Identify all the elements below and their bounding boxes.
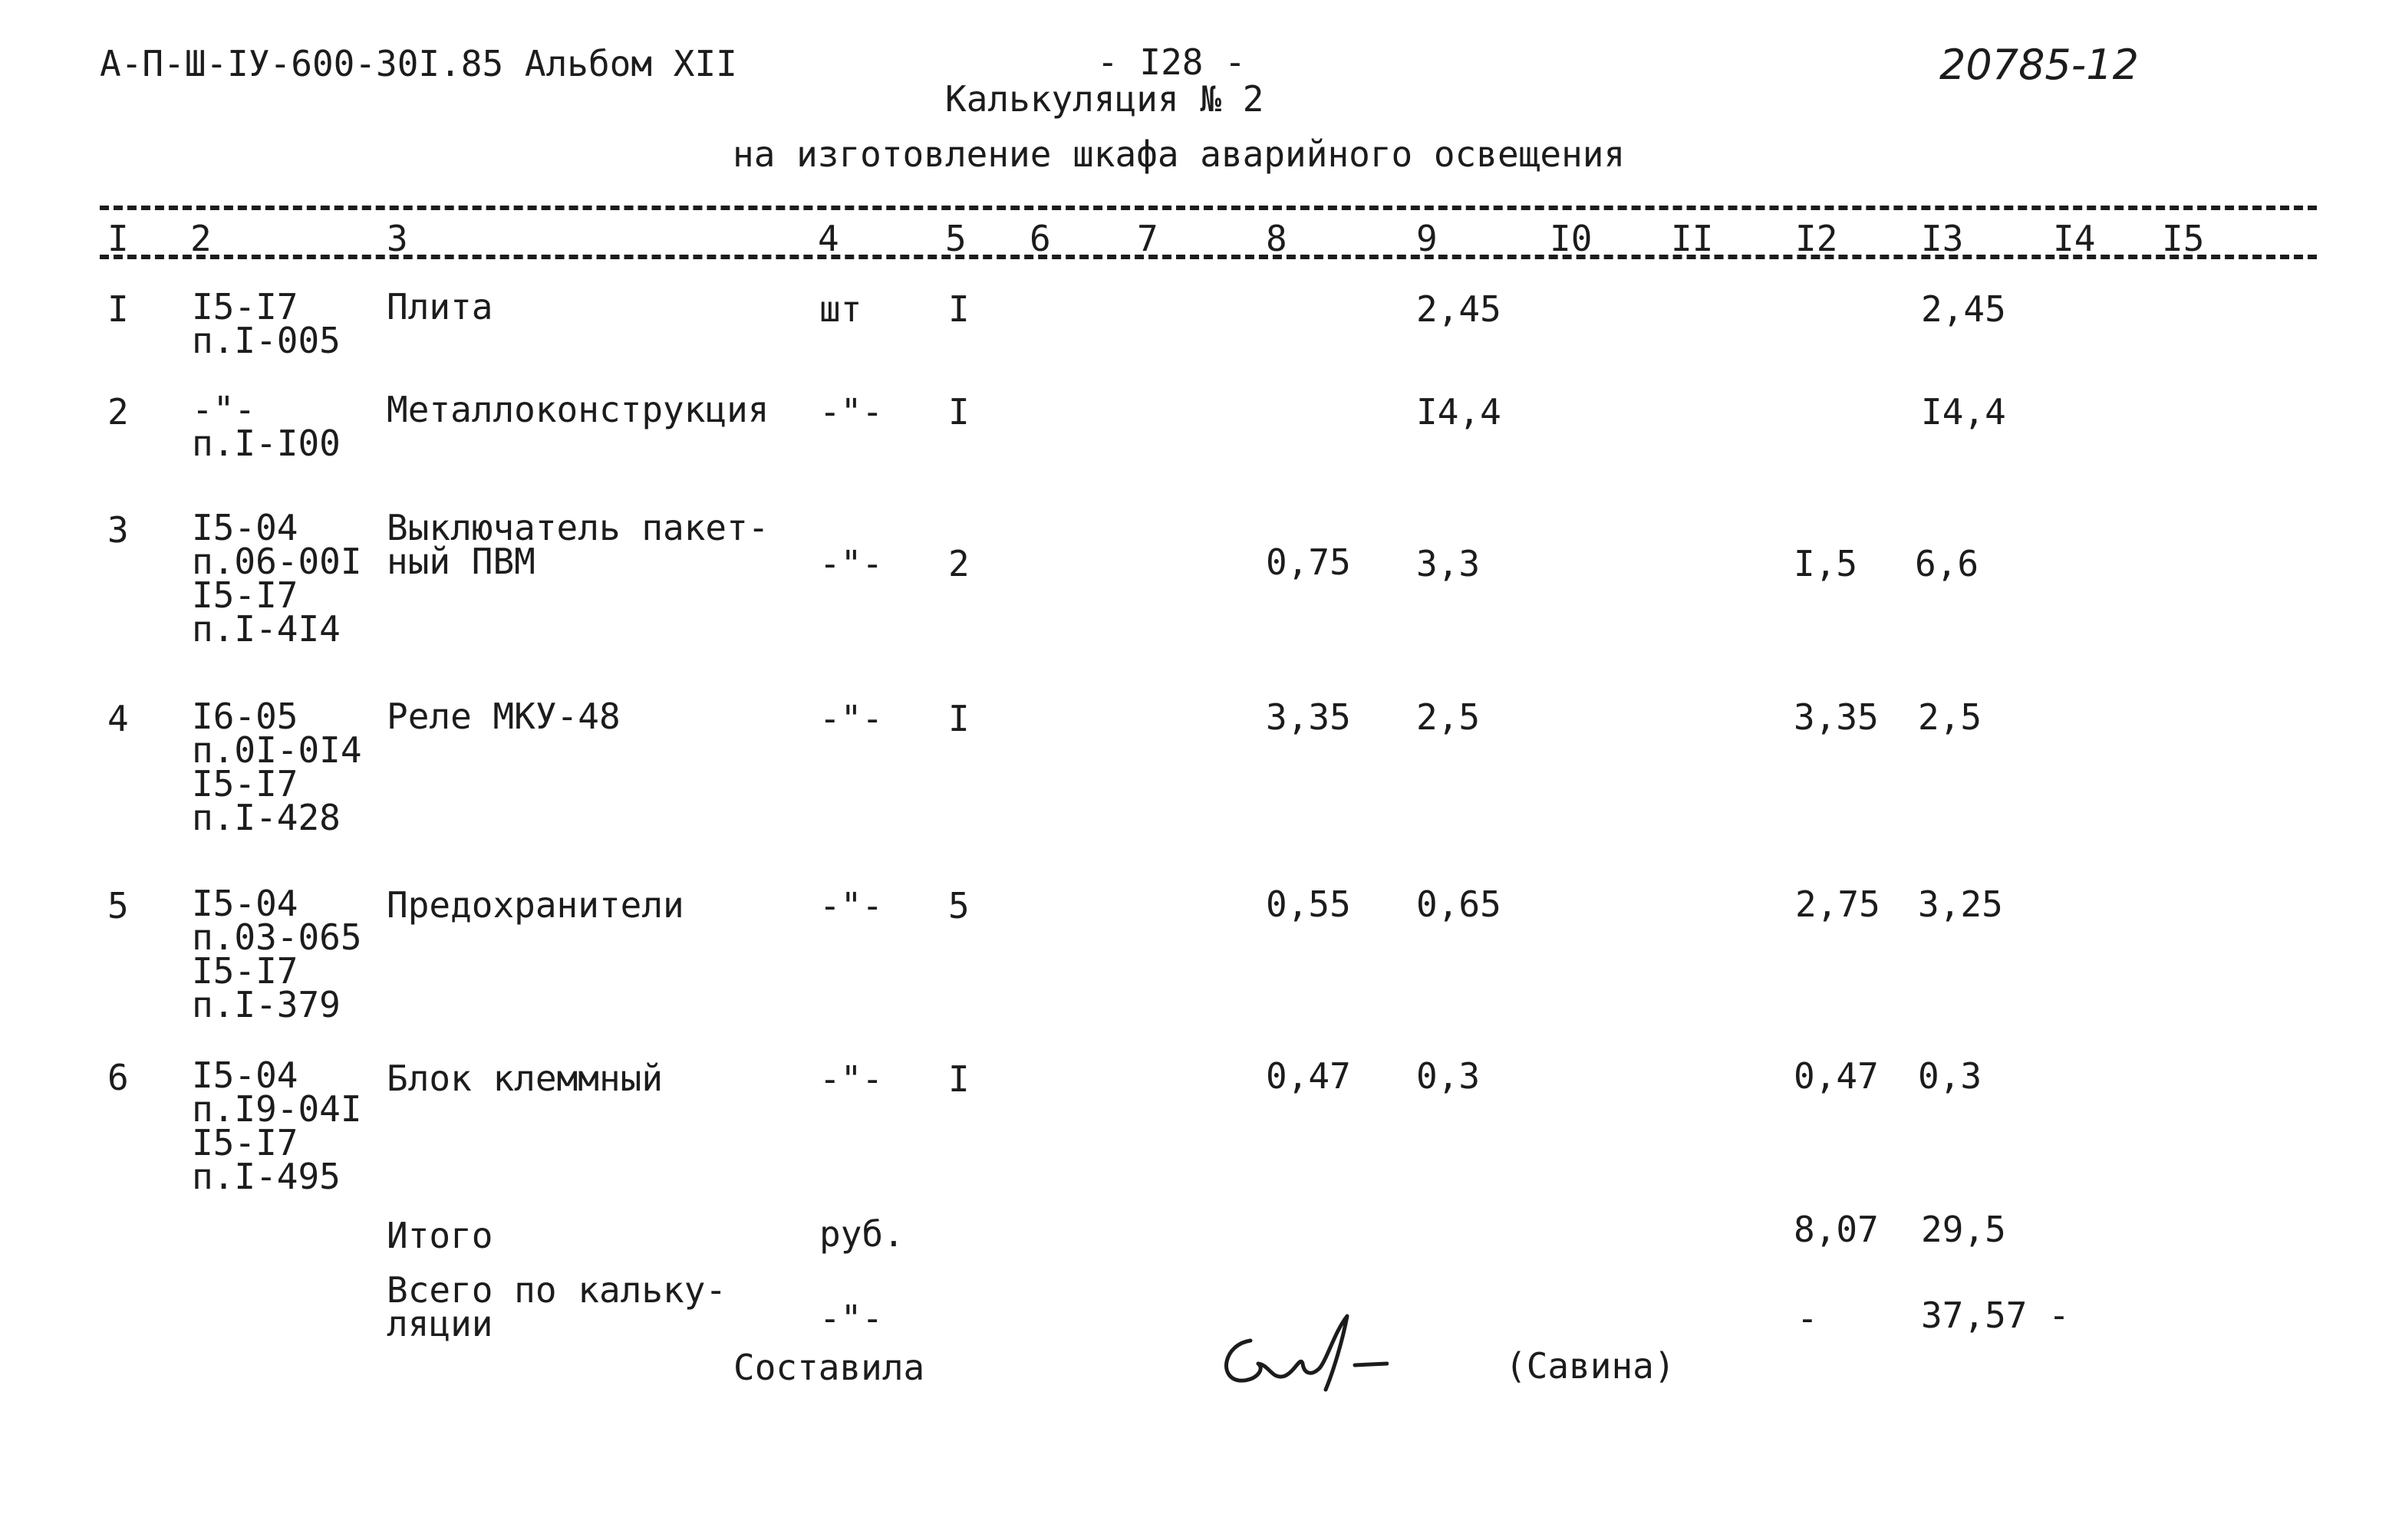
col-header-6: 6 — [1030, 218, 1051, 259]
row-quantity: I — [948, 288, 970, 330]
row-col12: I,5 — [1794, 543, 1858, 584]
handwritten-number: 20785-12 — [1939, 41, 2139, 89]
header-top-rule — [100, 206, 2317, 210]
row-quantity: I — [948, 391, 970, 433]
row-col8: 0,55 — [1266, 884, 1351, 925]
row-col8: 0,47 — [1266, 1055, 1351, 1097]
row-number: 2 — [107, 391, 129, 433]
row-number: I — [107, 288, 129, 330]
itogo-col12: 8,07 — [1794, 1209, 1879, 1250]
col-header-4: 4 — [818, 218, 839, 259]
row-number: 3 — [107, 509, 129, 551]
row-number: 6 — [107, 1057, 129, 1098]
row-col12: 0,47 — [1794, 1055, 1879, 1097]
vsego-unit: -"- — [819, 1298, 884, 1339]
itogo-col13: 29,5 — [1921, 1209, 2006, 1250]
col-header-13: I3 — [1921, 218, 1964, 259]
row-col8: 0,75 — [1266, 541, 1351, 583]
row-name: Выключатель пакет- ный ПВМ — [387, 507, 769, 582]
row-unit: -"- — [819, 1058, 884, 1100]
row-col13: 0,3 — [1918, 1055, 1982, 1097]
row-col9: 3,3 — [1416, 543, 1481, 584]
col-header-8: 8 — [1266, 218, 1287, 259]
row-unit: -"- — [819, 543, 884, 584]
row-name: Реле МКУ-48 — [387, 696, 621, 737]
signer-name: (Савина) — [1505, 1345, 1675, 1387]
header-bottom-rule — [100, 255, 2317, 259]
row-col13: 2,5 — [1918, 696, 1982, 738]
vsego-label: Всего по кальку- ляции — [387, 1269, 727, 1344]
row-name: Блок клеммный — [387, 1058, 664, 1099]
row-name: Предохранители — [387, 884, 684, 926]
col-header-14: I4 — [2053, 218, 2096, 259]
document-code: А-П-Ш-IУ-600-30I.85 Альбом XII — [100, 43, 737, 84]
row-col13: 2,45 — [1921, 288, 2006, 330]
row-code: -"- п.I-I00 — [192, 389, 341, 464]
row-col13: I4,4 — [1921, 391, 2006, 433]
col-header-5: 5 — [945, 218, 967, 259]
col-header-7: 7 — [1137, 218, 1158, 259]
row-code: I6-05 п.0I-0I4 I5-I7 п.I-428 — [192, 696, 362, 838]
row-code: I5-04 п.06-00I I5-I7 п.I-4I4 — [192, 507, 362, 650]
row-col9: 2,45 — [1416, 288, 1501, 330]
row-col9: 0,3 — [1416, 1055, 1481, 1097]
row-code: I5-04 п.I9-04I I5-I7 п.I-495 — [192, 1055, 362, 1197]
row-col9: 0,65 — [1416, 884, 1501, 925]
row-quantity: 5 — [948, 885, 970, 926]
page-number: - I28 - — [1097, 41, 1246, 83]
row-unit: -"- — [819, 391, 884, 433]
itogo-label: Итого — [387, 1215, 493, 1256]
row-col12: 3,35 — [1794, 696, 1879, 738]
col-header-3: 3 — [387, 218, 408, 259]
vsego-col12: - — [1797, 1298, 1818, 1339]
row-quantity: 2 — [948, 543, 970, 584]
itogo-unit: руб. — [819, 1213, 904, 1255]
row-code: I5-I7 п.I-005 — [192, 286, 341, 361]
row-quantity: I — [948, 1058, 970, 1100]
row-code: I5-04 п.03-065 I5-I7 п.I-379 — [192, 883, 362, 1025]
col-header-11: II — [1671, 218, 1714, 259]
row-number: 5 — [107, 885, 129, 926]
row-col12: 2,75 — [1795, 884, 1880, 925]
col-header-9: 9 — [1416, 218, 1438, 259]
col-header-10: I0 — [1550, 218, 1593, 259]
vsego-col13: 37,57 - — [1921, 1295, 2070, 1336]
col-header-12: I2 — [1795, 218, 1838, 259]
row-col8: 3,35 — [1266, 696, 1351, 738]
row-unit: -"- — [819, 885, 884, 926]
row-unit: -"- — [819, 698, 884, 739]
compiled-by-label: Составила — [733, 1347, 925, 1388]
col-header-1: I — [107, 218, 129, 259]
row-col13: 6,6 — [1915, 543, 1979, 584]
row-col9: I4,4 — [1416, 391, 1501, 433]
row-col13: 3,25 — [1918, 884, 2003, 925]
col-header-15: I5 — [2162, 218, 2205, 259]
signature-image — [1212, 1310, 1389, 1394]
row-name: Металлоконструкция — [387, 389, 769, 430]
document-title: Калькуляция № 2 — [945, 78, 1264, 120]
document-subtitle: на изготовление шкафа аварийного освещения — [733, 133, 1626, 175]
row-name: Плита — [387, 286, 493, 327]
row-number: 4 — [107, 698, 129, 739]
col-header-2: 2 — [190, 218, 212, 259]
row-unit: шт — [819, 288, 862, 330]
row-quantity: I — [948, 698, 970, 739]
row-col9: 2,5 — [1416, 696, 1481, 738]
